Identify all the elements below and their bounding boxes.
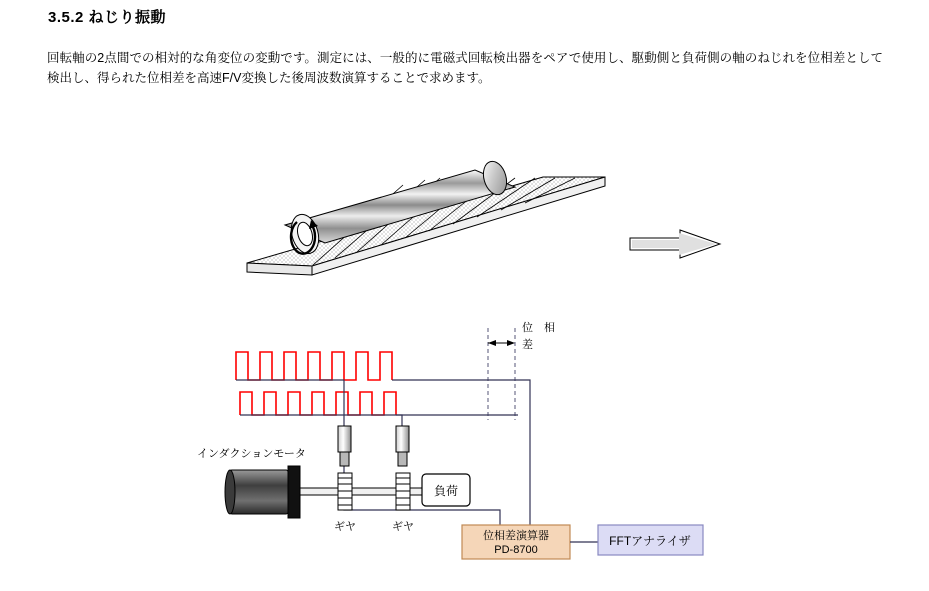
direction-arrow-icon [630, 230, 720, 258]
body-paragraph: 回転軸の2点間での相対的な角変位の変動です。測定には、一般的に電磁式回転検出器をペアで使用し、駆動側と負荷側の軸のねじれを位相差として検出し、得られた位相差を高速F/V変換した後周波数演算することで求めます。 [47, 51, 883, 85]
phase-calculator-box [462, 525, 570, 559]
load-box [422, 474, 470, 506]
rotation-sensor-right [396, 426, 409, 466]
load-label: 負荷 [433, 484, 459, 498]
gear-left [338, 473, 352, 510]
gear-right [396, 473, 410, 510]
phase-difference-label-line2: 差 [522, 339, 533, 351]
fft-analyzer-box [598, 525, 703, 555]
measurement-setup-figure [197, 310, 800, 575]
waveform-upper [236, 352, 392, 380]
phase-calculator-label-line2: PD-8700 [494, 544, 538, 556]
gear-right-label: ギヤ [392, 521, 414, 533]
induction-motor [225, 466, 300, 518]
torsional-shaft-figure [185, 125, 745, 300]
page-title: 3.5.2 ねじり振動 [48, 9, 167, 26]
phase-difference-label-line1: 位 相 [522, 322, 555, 334]
gear-left-label: ギヤ [334, 521, 356, 533]
induction-motor-label: インダクションモータ [197, 448, 306, 460]
waveform-lower [240, 392, 396, 415]
rotation-sensor-left [338, 426, 351, 466]
phase-difference-marker [488, 328, 515, 420]
phase-calculator-label-line1: 位相差演算器 [483, 530, 549, 542]
fft-analyzer-label: FFTアナライザ [609, 534, 691, 548]
